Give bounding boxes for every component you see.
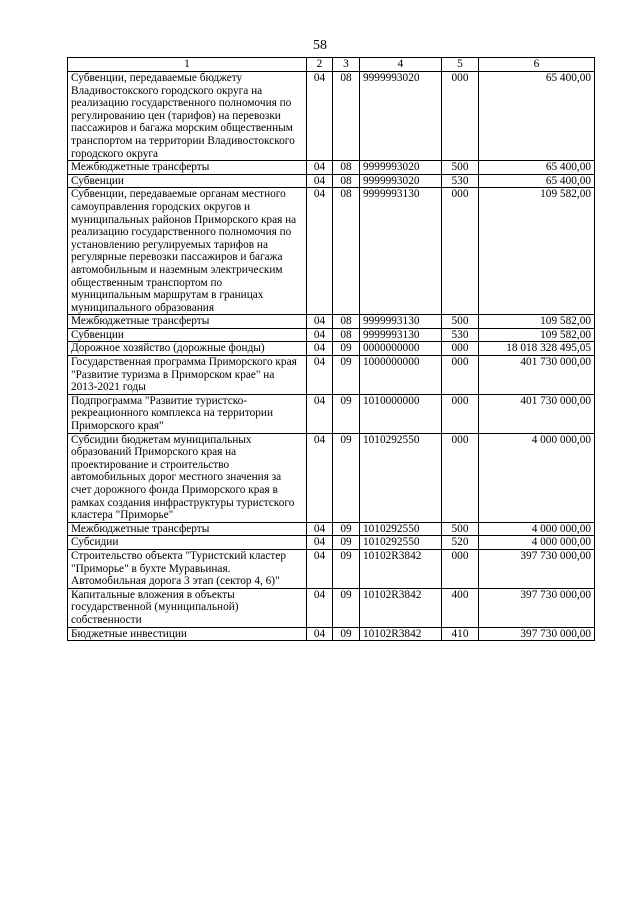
cell-amount: 65 400,00 [479,72,595,161]
table-row [68,356,595,395]
cell-target-code: 10102R3842 [360,549,442,588]
table-row [68,328,595,342]
cell-subsection: 09 [333,549,360,588]
cell-section: 04 [307,315,333,329]
cell-section: 04 [307,522,333,536]
cell-expense-type: 000 [442,188,479,315]
cell-target-code: 1010292550 [360,433,442,522]
table-row [68,627,595,641]
cell-subsection: 08 [333,72,360,161]
table-row [68,394,595,433]
cell-amount: 4 000 000,00 [479,433,595,522]
cell-subsection: 09 [333,394,360,433]
table-row [68,549,595,588]
cell-amount: 65 400,00 [479,161,595,175]
cell-name: Межбюджетные трансферты [68,522,307,536]
cell-expense-type: 500 [442,161,479,175]
cell-subsection: 09 [333,522,360,536]
cell-expense-type: 530 [442,328,479,342]
cell-expense-type: 500 [442,315,479,329]
cell-name: Межбюджетные трансферты [68,161,307,175]
cell-target-code: 9999993130 [360,188,442,315]
cell-target-code: 1010292550 [360,522,442,536]
cell-expense-type: 500 [442,522,479,536]
cell-subsection: 08 [333,315,360,329]
cell-section: 04 [307,174,333,188]
cell-expense-type: 410 [442,627,479,641]
cell-target-code: 0000000000 [360,342,442,356]
cell-name: Государственная программа Приморского края "Развитие туризма в Приморском крае" на 2013-2021 годы [68,356,307,395]
cell-name: Субсидии бюджетам муниципальных образований Приморского края на проектирование и строительство автомобильных дорог местного значения за счет дорожного фонда Приморского края в рамках создания инфраструктуры туристского кластера "Приморье" [68,433,307,522]
cell-subsection: 09 [333,588,360,627]
cell-subsection: 08 [333,161,360,175]
cell-subsection: 09 [333,536,360,550]
cell-name: Субвенции [68,174,307,188]
cell-amount: 4 000 000,00 [479,522,595,536]
header-row [68,58,595,72]
table-row [68,315,595,329]
cell-section: 04 [307,549,333,588]
cell-expense-type: 000 [442,549,479,588]
cell-section: 04 [307,72,333,161]
cell-name: Субсидии [68,536,307,550]
table-row [68,161,595,175]
cell-subsection: 09 [333,627,360,641]
cell-subsection: 08 [333,188,360,315]
table-row [68,522,595,536]
table-row [68,342,595,356]
cell-amount: 109 582,00 [479,315,595,329]
header-col-6: 6 [479,58,595,72]
cell-target-code: 1000000000 [360,356,442,395]
cell-amount: 65 400,00 [479,174,595,188]
cell-name: Бюджетные инвестиции [68,627,307,641]
cell-section: 04 [307,328,333,342]
table-row [68,72,595,161]
cell-expense-type: 400 [442,588,479,627]
cell-subsection: 08 [333,328,360,342]
cell-section: 04 [307,342,333,356]
cell-expense-type: 000 [442,394,479,433]
header-col-5: 5 [442,58,479,72]
cell-section: 04 [307,394,333,433]
cell-subsection: 09 [333,356,360,395]
cell-target-code: 1010000000 [360,394,442,433]
cell-name: Межбюджетные трансферты [68,315,307,329]
cell-target-code: 1010292550 [360,536,442,550]
cell-name: Субвенции, передаваемые бюджету Владивостокского городского округа на реализацию государственного полномочия по регулированию цен (тарифов) на перевозки пассажиров и багажа морским общественным транспортом на территории Владивостокского городского округа [68,72,307,161]
cell-amount: 401 730 000,00 [479,394,595,433]
cell-amount: 397 730 000,00 [479,549,595,588]
table-row [68,188,595,315]
cell-amount: 109 582,00 [479,188,595,315]
table-row [68,174,595,188]
cell-amount: 401 730 000,00 [479,356,595,395]
cell-subsection: 08 [333,174,360,188]
header-col-2: 2 [307,58,333,72]
cell-amount: 397 730 000,00 [479,588,595,627]
cell-target-code: 9999993020 [360,161,442,175]
cell-section: 04 [307,588,333,627]
cell-section: 04 [307,161,333,175]
header-col-4: 4 [360,58,442,72]
cell-expense-type: 530 [442,174,479,188]
cell-name: Строительство объекта "Туристский кластер "Приморье" в бухте Муравьиная. Автомобильная дорога 3 этап (сектор 4, 6)" [68,549,307,588]
cell-amount: 397 730 000,00 [479,627,595,641]
budget-table [67,57,595,641]
header-col-3: 3 [333,58,360,72]
table-row [68,536,595,550]
cell-name: Субвенции, передаваемые органам местного самоуправления городских округов и муниципальных районов Приморского края на реализацию государственного полномочия по установлению регулируемых тарифов на регулярные перевозки пассажиров и багажа автомобильным и наземным электрическим общественным транспортом по муниципальным маршрутам в границах муниципального образования [68,188,307,315]
table-row [68,433,595,522]
cell-expense-type: 000 [442,356,479,395]
cell-section: 04 [307,433,333,522]
cell-expense-type: 520 [442,536,479,550]
cell-subsection: 09 [333,342,360,356]
cell-expense-type: 000 [442,433,479,522]
table-row [68,588,595,627]
cell-target-code: 9999993020 [360,72,442,161]
cell-subsection: 09 [333,433,360,522]
cell-name: Подпрограмма "Развитие туристско-рекреационного комплекса на территории Приморского края" [68,394,307,433]
cell-amount: 18 018 328 495,05 [479,342,595,356]
cell-expense-type: 000 [442,342,479,356]
cell-section: 04 [307,188,333,315]
header-col-1: 1 [68,58,307,72]
cell-target-code: 10102R3842 [360,588,442,627]
cell-target-code: 10102R3842 [360,627,442,641]
cell-name: Дорожное хозяйство (дорожные фонды) [68,342,307,356]
cell-target-code: 9999993130 [360,328,442,342]
cell-target-code: 9999993130 [360,315,442,329]
cell-name: Капитальные вложения в объекты государственной (муниципальной) собственности [68,588,307,627]
cell-expense-type: 000 [442,72,479,161]
cell-amount: 4 000 000,00 [479,536,595,550]
cell-name: Субвенции [68,328,307,342]
cell-section: 04 [307,627,333,641]
page-number: 58 [313,38,327,53]
cell-section: 04 [307,536,333,550]
cell-section: 04 [307,356,333,395]
cell-target-code: 9999993020 [360,174,442,188]
cell-amount: 109 582,00 [479,328,595,342]
